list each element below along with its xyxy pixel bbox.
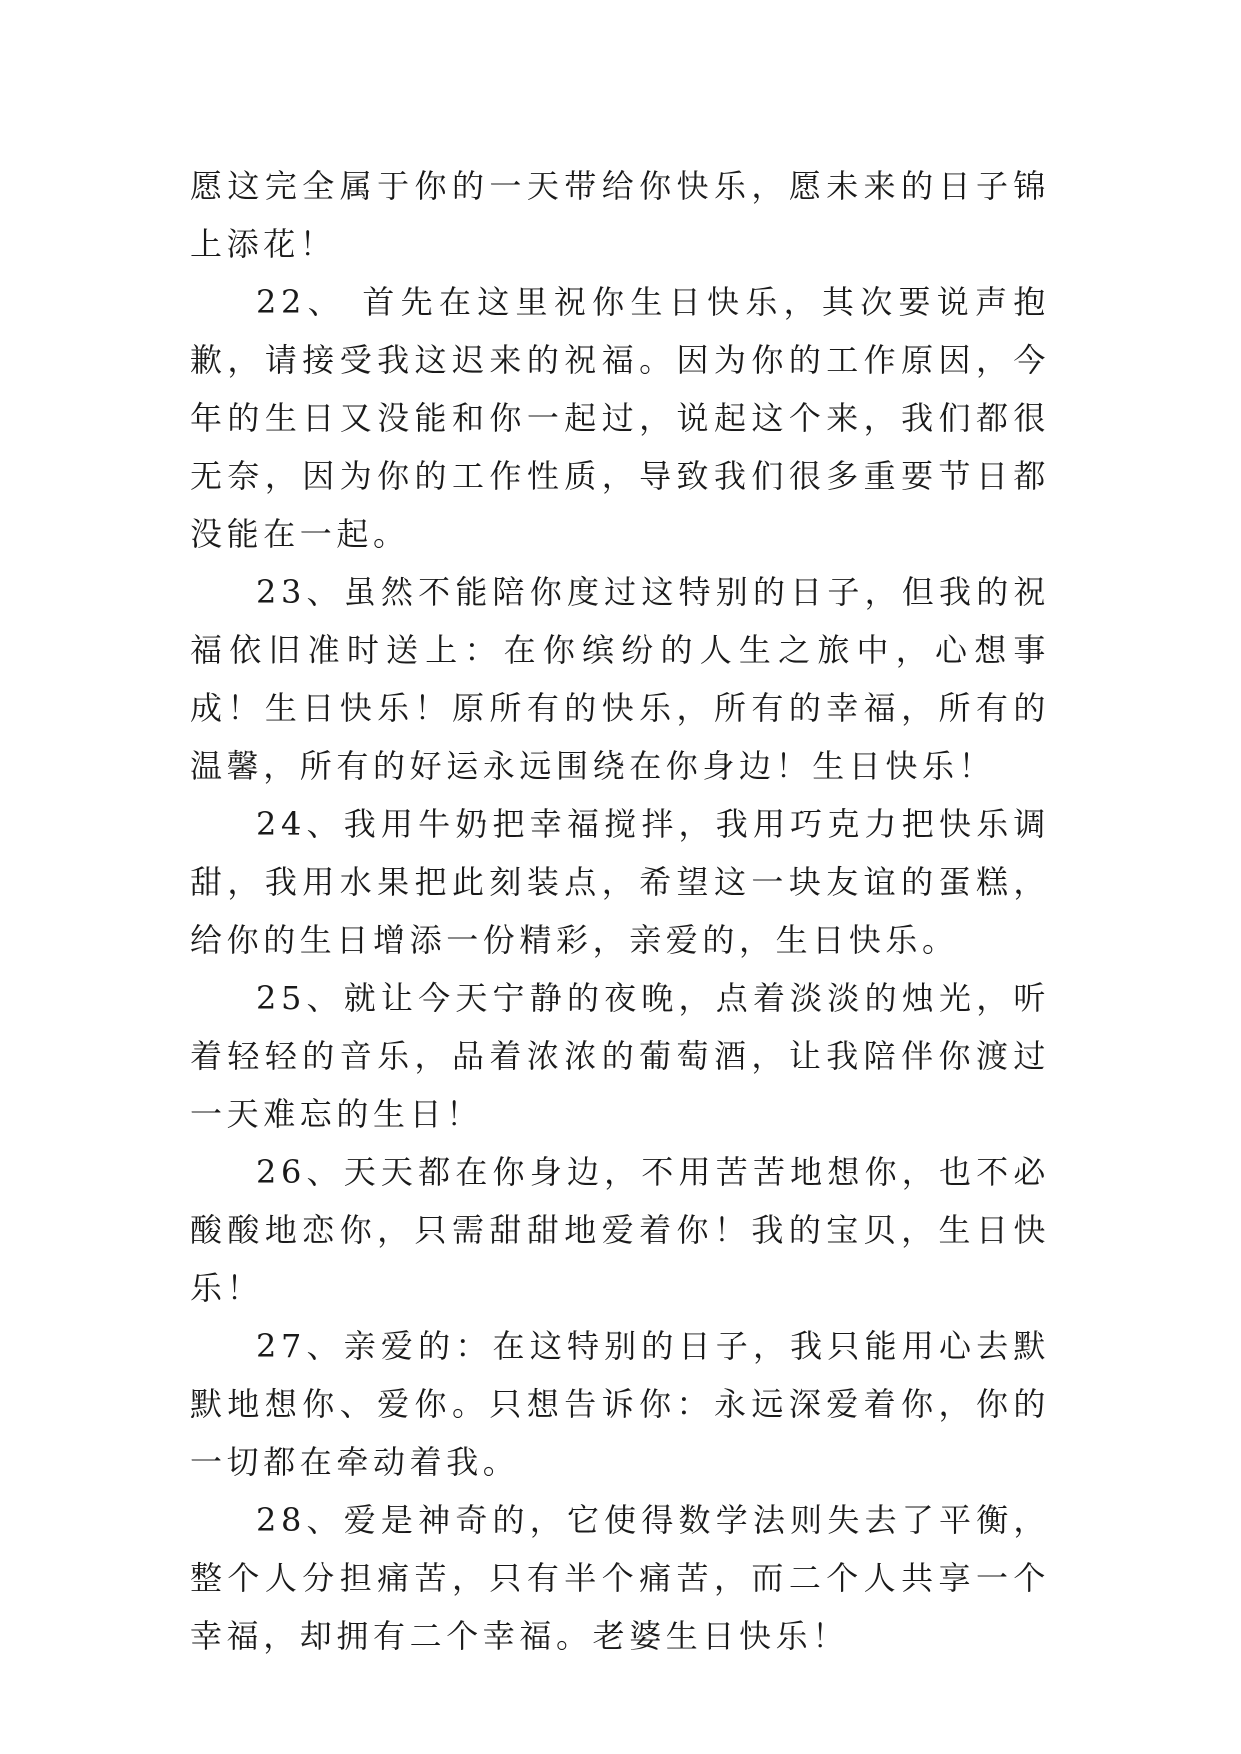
paragraph-25: 25、就让今天宁静的夜晚，点着淡淡的烛光，听着轻轻的音乐，品着浓浓的葡萄酒，让我陪伴你渡过一天难忘的生日！ xyxy=(190,979,1050,1133)
paragraph-26: 26、天天都在你身边，不用苦苦地想你，也不必酸酸地恋你，只需甜甜地爱着你！我的宝贝，生日快乐！ xyxy=(190,1153,1050,1307)
paragraph-22: 22、 首先在这里祝你生日快乐，其次要说声抱歉，请接受我这迟来的祝福。因为你的工作原因，今年的生日又没能和你一起过，说起这个来，我们都很无奈，因为你的工作性质，导致我们很多重要节日都没能在一起。 xyxy=(190,283,1050,553)
paragraph-24: 24、我用牛奶把幸福搅拌，我用巧克力把快乐调甜，我用水果把此刻装点，希望这一块友谊的蛋糕，给你的生日增添一份精彩，亲爱的，生日快乐。 xyxy=(190,805,1050,959)
paragraph-continuation: 愿这完全属于你的一天带给你快乐，愿未来的日子锦上添花！ xyxy=(190,167,1050,263)
paragraph-23: 23、虽然不能陪你度过这特别的日子，但我的祝福依旧准时送上：在你缤纷的人生之旅中，心想事成！生日快乐！原所有的快乐，所有的幸福，所有的温馨，所有的好运永远围绕在你身边！生日快乐！ xyxy=(190,573,1050,785)
paragraph-28: 28、爱是神奇的，它使得数学法则失去了平衡，整个人分担痛苦，只有半个痛苦，而二个人共享一个幸福，却拥有二个幸福。老婆生日快乐！ xyxy=(190,1501,1050,1655)
paragraph-27: 27、亲爱的：在这特别的日子，我只能用心去默默地想你、爱你。只想告诉你：永远深爱着你，你的一切都在牵动着我。 xyxy=(190,1327,1050,1481)
document-body xyxy=(190,157,1050,1665)
